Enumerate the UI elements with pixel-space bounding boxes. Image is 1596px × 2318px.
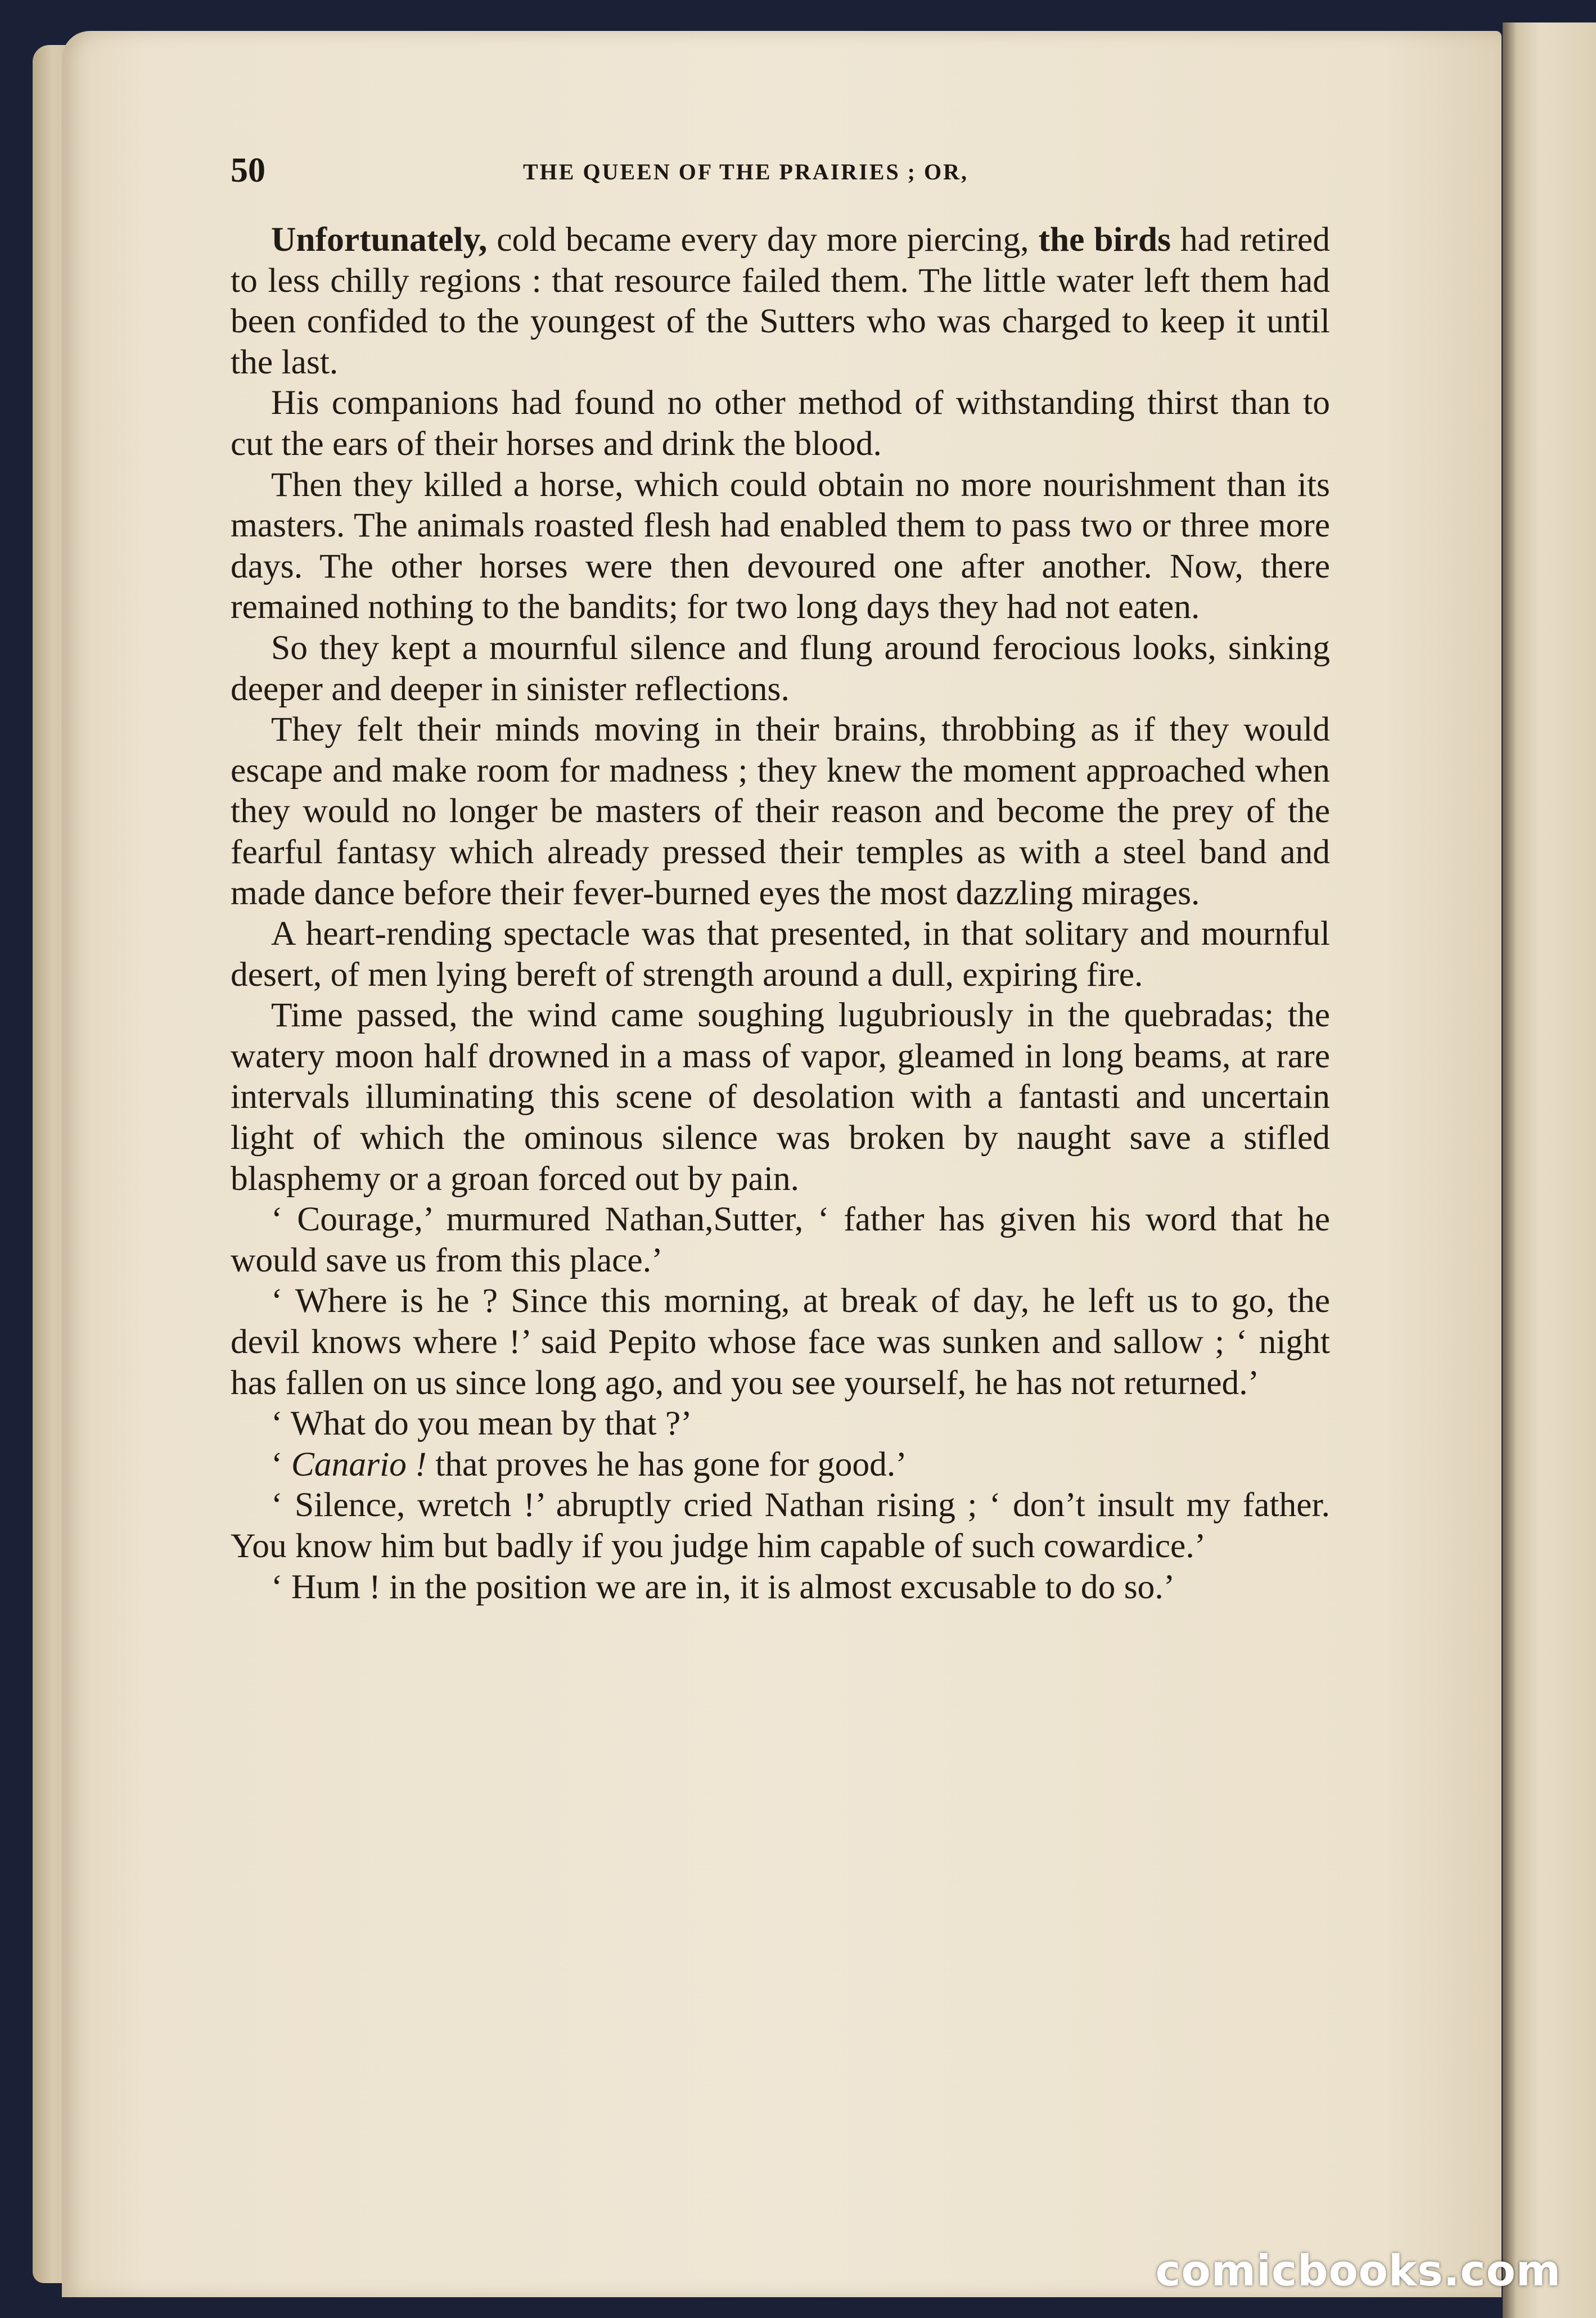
dialogue-paragraph: ‘ Where is he ? Since this morning, at break of day, he left us to go, the devil knows where !’ said Pepito whose face was sunken and sallow ; ‘ night has fallen on us since long ago, and you see yourself, he has not returned.’	[231, 1282, 1330, 1402]
paragraph-text: had retired to less chilly regions : that resource failed them. The little water left them had been confided to the youngest of the Sutters who was charged to keep it until the last.	[231, 220, 1330, 381]
facing-page-edge	[1503, 22, 1596, 2318]
paragraph-text: that proves he has gone for good.’	[426, 1445, 907, 1483]
paragraph-text: cold became every day more piercing,	[487, 220, 1039, 259]
dialogue-paragraph: ‘ What do you mean by that ?’	[271, 1404, 692, 1443]
dialogue-paragraph: ‘ Courage,’ murmured Nathan,Sutter, ‘ father has given his word that he would save us from this place.’	[231, 1200, 1330, 1279]
page-number: 50	[231, 151, 265, 190]
italic-exclamation: Canario !	[291, 1445, 427, 1483]
paragraph: His companions had found no other method of withstanding thirst than to cut the ears of their horses and drink the blood.	[231, 384, 1330, 463]
running-head	[231, 151, 1333, 196]
watermark: comicbooks.com	[1155, 2245, 1561, 2296]
paragraph: So they kept a mournful silence and flung around ferocious looks, sinking deeper and deeper in sinister reflections.	[231, 628, 1330, 708]
paragraph-lead: Unfortunately,	[271, 220, 488, 259]
body-text	[231, 219, 1330, 1607]
running-title: THE QUEEN OF THE PRAIRIES ; OR,	[523, 159, 969, 184]
paragraph: Then they killed a horse, which could obtain no more nourishment than its masters. The animals roasted flesh had enabled them to pass two or three more days. The other horses were then devoured one after another. Now, there remained nothing to the bandits; for two long days they had not eaten.	[231, 465, 1330, 626]
paragraph	[231, 219, 1330, 382]
dialogue-paragraph: ‘ Silence, wretch !’ abruptly cried Nathan rising ; ‘ don’t insult my father. You know him but badly if you judge him capable of such cowardice.’	[231, 1486, 1330, 1565]
paragraph: They felt their minds moving in their brains, throbbing as if they would escape and make room for madness ; they knew the moment approached when they would no longer be masters of their reason and become the prey of the fearful fantasy which already pressed their temples as with a steel band and made dance before their fever-burned eyes the most dazzling mirages.	[231, 710, 1330, 912]
paragraph: Time passed, the wind came soughing lugubriously in the quebradas; the watery moon half drowned in a mass of vapor, gleamed in long beams, at rare intervals illuminating this scene of desolation with a fantasti and uncertain light of which the ominous silence was broken by naught save a stifled blasphemy or a groan forced out by pain.	[231, 996, 1330, 1198]
dialogue-paragraph: ‘ Hum ! in the position we are in, it is almost excusable to do so.’	[271, 1567, 1175, 1606]
paragraph: A heart-rending spectacle was that presented, in that solitary and mournful desert, of men lying bereft of strength around a dull, expiring fire.	[231, 914, 1330, 994]
dialogue-paragraph	[231, 1444, 1330, 1485]
paragraph-bold-text: the birds	[1038, 220, 1171, 259]
quote-mark: ‘	[271, 1445, 291, 1483]
